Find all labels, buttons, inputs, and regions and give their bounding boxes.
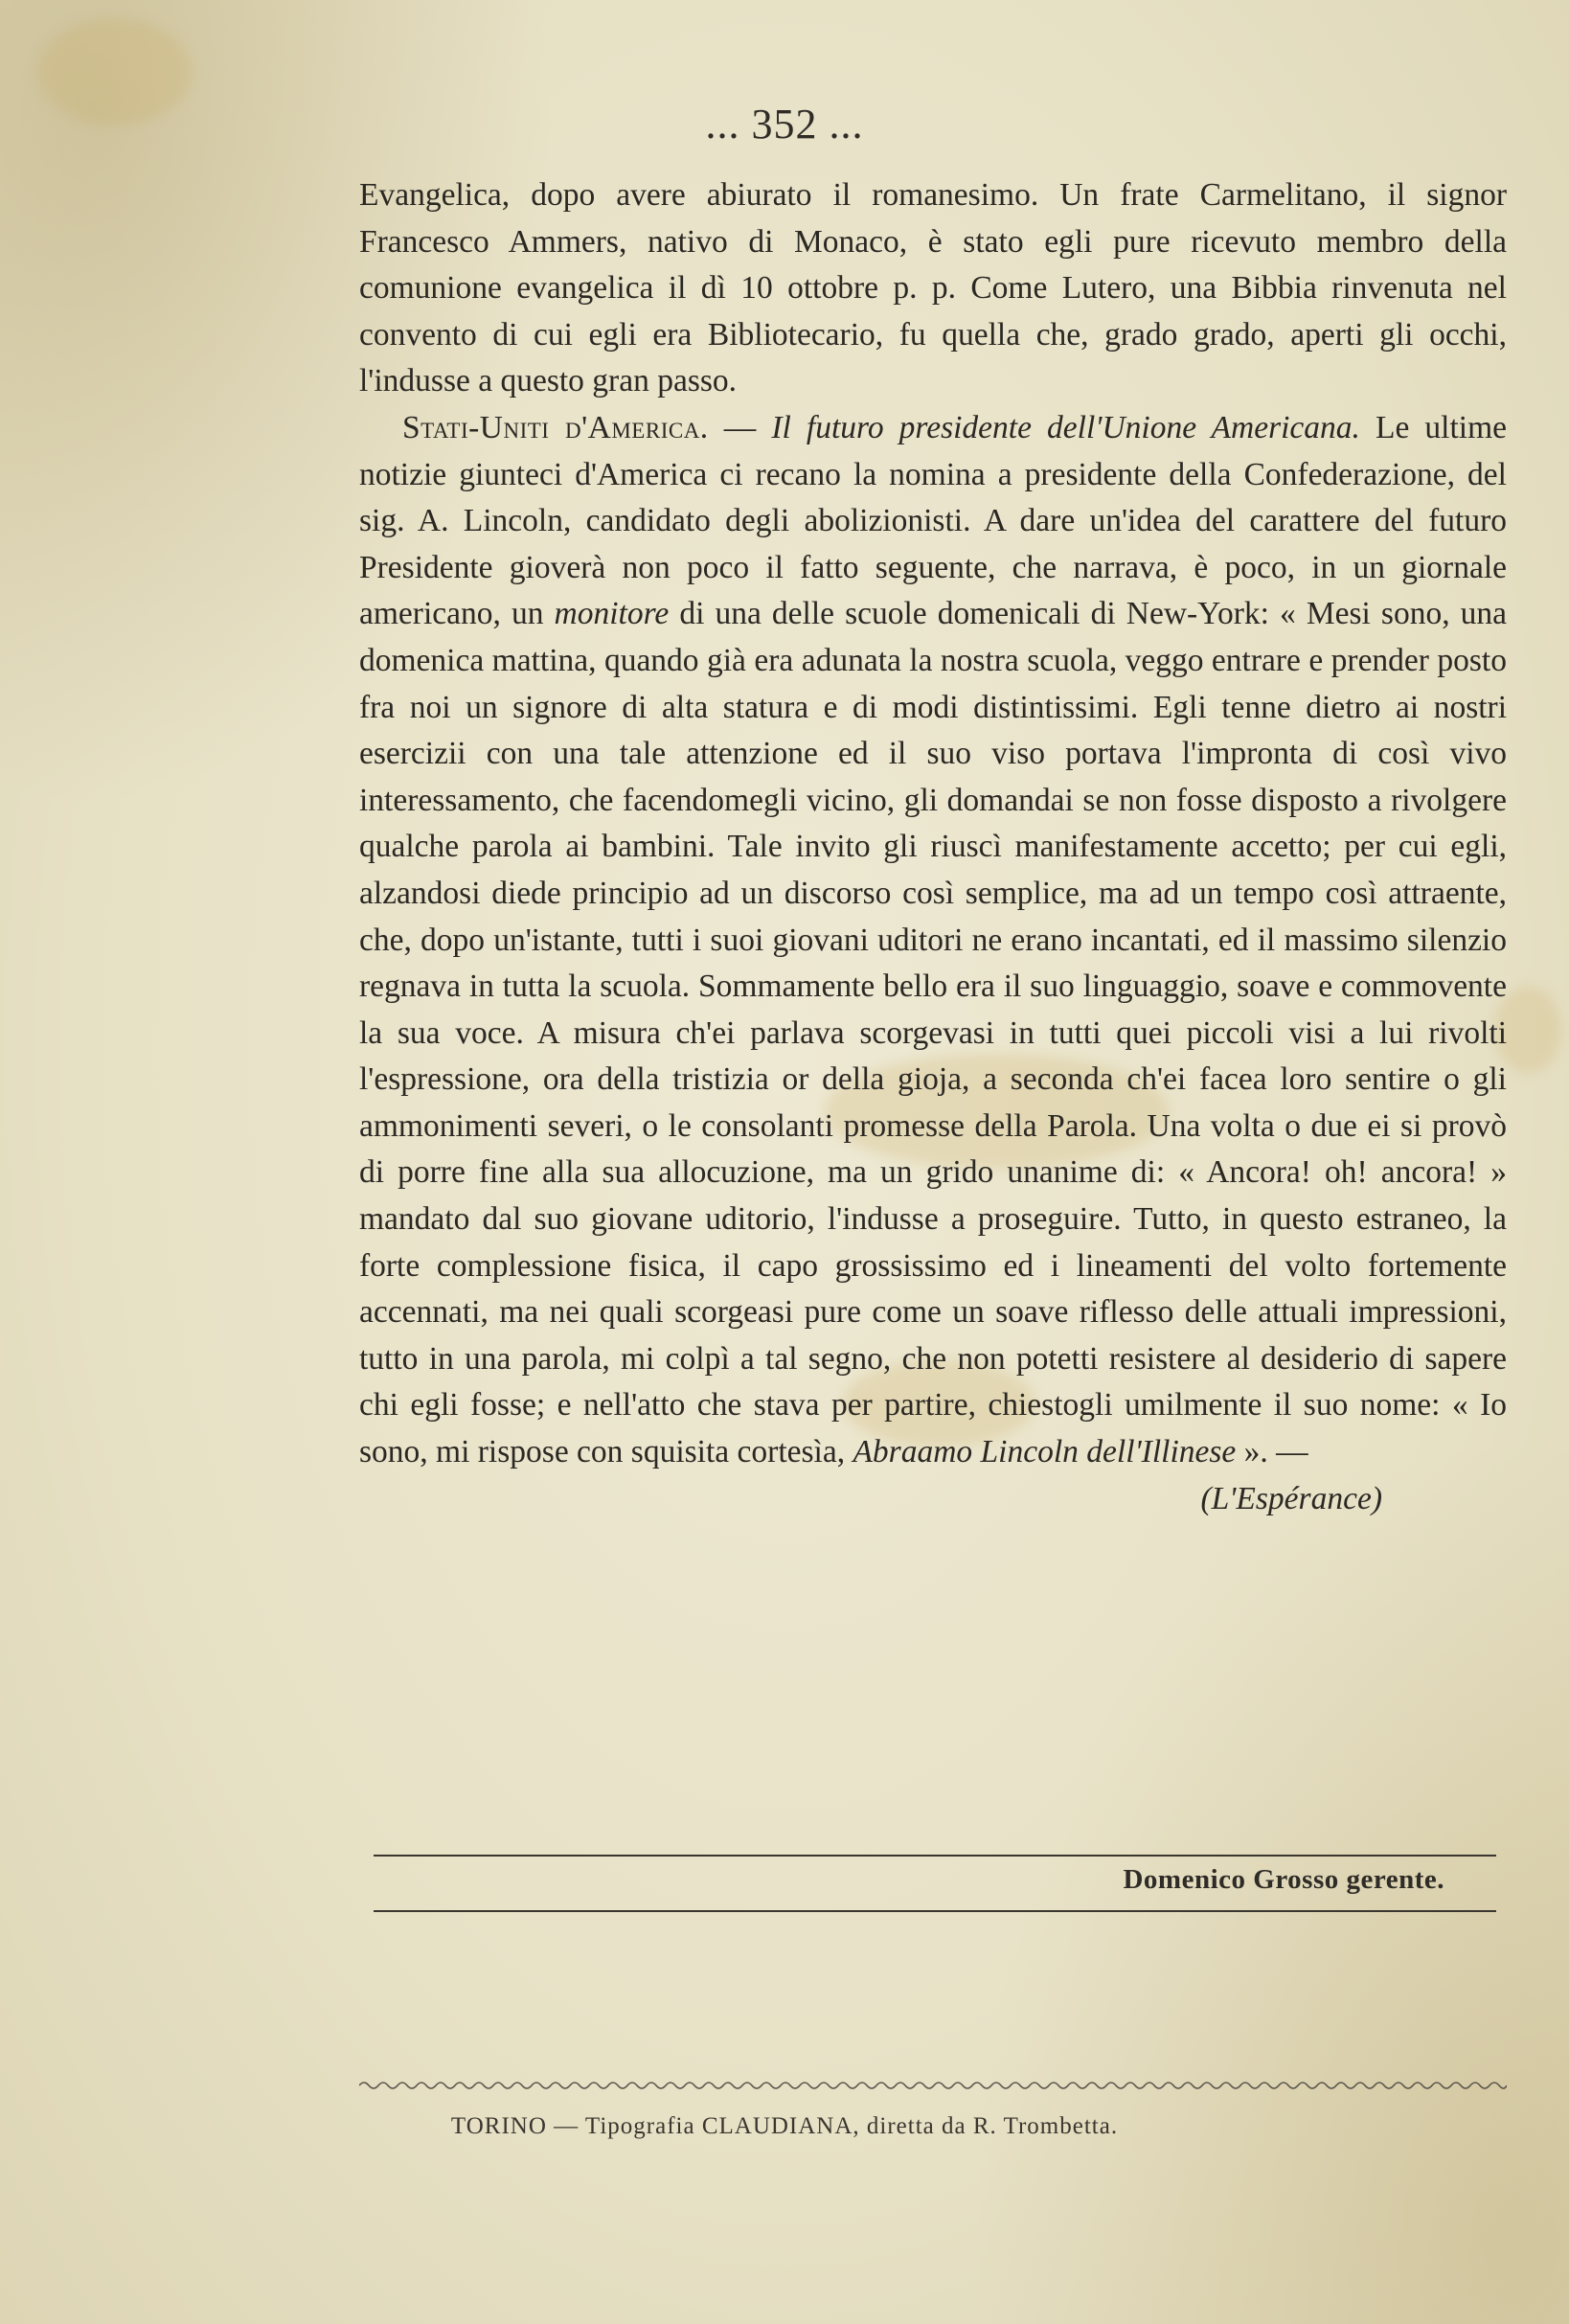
closing-name: Abraamo Lincoln dell'Illinese (853, 1434, 1237, 1470)
page-number: ... 352 ... (705, 101, 864, 148)
printer-imprint: TORINO — Tipografia CLAUDIANA, diretta da R. Trombetta. (450, 2113, 1119, 2139)
text-line: signor Francesco Ammers, nativo di Monaco, è stato egli pure ricevuto (359, 177, 1508, 260)
italic-word: monitore (554, 596, 670, 632)
section-heading: Stati-Uniti d'America. (402, 409, 709, 445)
article-body (359, 172, 1507, 1522)
footer-rule-bottom (374, 1910, 1496, 1912)
footer-rule-top (374, 1855, 1496, 1857)
paragraph-continuation (359, 172, 1507, 405)
text-line: Evangelica, dopo avere abiurato il romanesimo. Un frate Carmelitano, il (359, 177, 1406, 213)
paragraph-lincoln (359, 405, 1507, 1476)
source-attribution: (L'Espérance) (1200, 1480, 1382, 1516)
text-line: membro della comunione evangelica il dì 10 ottobre p. p. Come Lutero, (359, 223, 1507, 307)
paragraph-text: Le ultime notizie giunteci d'America ci recano la nomina a presidente della Confederazione, del sig. A. Lincoln, candidato degli abolizionisti. A dare un'idea del carattere del futuro Presidente gioverà non poco il fatto seguente, che narrava, è poco, in un giornale americano, un (359, 409, 1508, 632)
closing-tail: ». — (1243, 1434, 1308, 1470)
heading-dash: — (723, 409, 757, 445)
text-line: che, grado grado, aperti gli occhi, l'indusse a questo gran passo. (359, 316, 1507, 399)
signature: Domenico Grosso gerente. (1123, 1864, 1444, 1895)
text-line: una Bibbia rinvenuta nel convento di cui egli era Bibliotecario, fu quella (359, 270, 1507, 353)
paragraph-text: di una delle scuole domenicali di New-York: « Mesi sono, una domenica mattina, quando già era adunata la nostra scuola, veggo entrare e prender posto fra noi un signore di alta statura e di modi distintissimi. Egli tenne dietro ai nostri esercizii con una tale attenzione ed il suo viso portava l'impronta di così vivo interessamento, che facendomegli vicino, gli domandai se non fosse disposto a rivolgere qualche parola ai bambini. Tale invito gli riuscì manifestamente accetto; per cui egli, alzandosi diede principio ad un discorso così semplice, ma ad un tempo così attraente, che, dopo un'istante, tutti i suoi giovani uditori ne erano incantati, ed il massimo silenzio regnava in tutta la scuola. Sommamente bello era il suo linguaggio, soave e commovente la sua voce. A misura ch'ei parlava scorgevasi in tutti quei piccoli visi a lui rivolti l'espressione, ora della tristizia or della gioja, a seconda ch'ei facea loro sentire o gli ammonimenti severi, o le consolanti promesse della Parola. Una volta o due ei si provò di porre fine alla sua allocuzione, ma un grido unanime di: « Ancora! oh! ancora! » mandato dal suo giovane uditorio, l'indusse a proseguire. Tutto, in questo estraneo, la forte complessione fisica, il capo grossissimo ed i lineamenti del volto fortemente accennati, ma nei quali scorgeasi pure come un soave riflesso delle attuali impressioni, tutto in una parola, mi colpì a tal segno, che non potetti resistere al desiderio di sapere chi egli fosse; e nell'atto che stava per partire, chiestogli umilmente il suo nome: « Io sono, mi rispose con squisita cortesìa, (359, 596, 1508, 1470)
section-title: Il futuro presidente dell'Unione Americana. (771, 409, 1360, 445)
ornamental-wavy-rule (359, 2079, 1507, 2092)
